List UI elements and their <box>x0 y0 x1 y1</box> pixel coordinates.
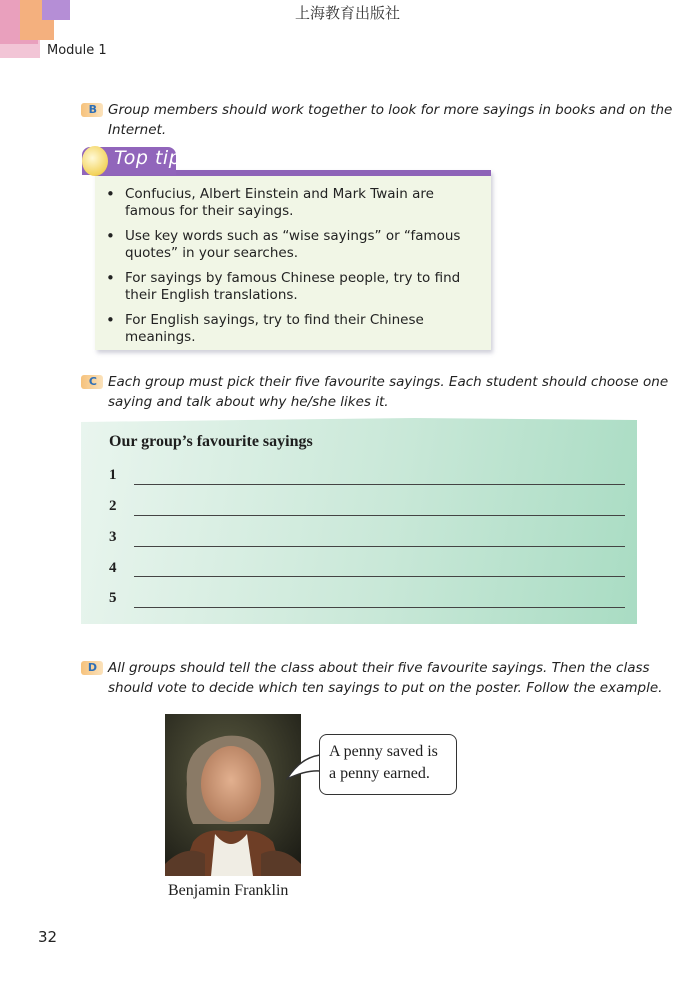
instruction-line: Group members should work together to look for more sayings in books and on the <box>108 102 673 118</box>
instruction-line: Internet. <box>108 122 167 138</box>
portrait-illustration <box>165 714 301 876</box>
top-tip-title: Top tip <box>114 147 182 169</box>
saying-answer-line[interactable] <box>134 515 625 516</box>
bubble-line: a penny earned. <box>329 765 430 782</box>
saying-answer-line[interactable] <box>134 484 625 485</box>
section-d-instruction <box>108 658 662 698</box>
tip-item: • Use key words such as “wise sayings” or “famous quotes” in your searches. <box>106 228 476 262</box>
module-label: Module 1 <box>47 43 107 58</box>
bubble-line: A penny saved is <box>329 743 438 760</box>
benjamin-franklin-portrait <box>165 714 301 876</box>
tip-item: • For English sayings, try to find their Chinese meanings. <box>106 312 476 346</box>
tip-item: • For sayings by famous Chinese people, try to find their English translations. <box>106 270 476 304</box>
instruction-line: should vote to decide which ten sayings to put on the poster. Follow the example. <box>108 680 663 696</box>
saying-number: 2 <box>109 498 117 514</box>
instruction-line: saying and talk about why he/she likes it. <box>108 394 389 410</box>
section-b-tag: B <box>81 103 103 117</box>
section-c-instruction <box>108 372 668 412</box>
section-b-instruction <box>108 100 672 140</box>
tip-item: • Confucius, Albert Einstein and Mark Twain are famous for their sayings. <box>106 186 476 220</box>
speech-bubble <box>319 734 457 795</box>
saying-number: 5 <box>109 590 117 606</box>
saying-answer-line[interactable] <box>134 546 625 547</box>
portrait-caption: Benjamin Franklin <box>168 882 289 899</box>
card-title: Our group’s favourite sayings <box>109 433 313 450</box>
section-c-tag: C <box>81 375 103 389</box>
section-d-tag: D <box>81 661 103 675</box>
top-tip-list <box>106 186 476 354</box>
lightbulb-icon <box>82 146 108 176</box>
saying-answer-line[interactable] <box>134 607 625 608</box>
speech-bubble-tail <box>286 752 322 782</box>
saying-number: 4 <box>109 560 117 576</box>
instruction-line: Each group must pick their five favourite sayings. Each student should choose one <box>108 374 669 390</box>
saying-number: 3 <box>109 529 117 545</box>
saying-number: 1 <box>109 467 117 483</box>
publisher-name: 上海教育出版社 <box>294 4 400 22</box>
saying-answer-line[interactable] <box>134 576 625 577</box>
page-number: 32 <box>38 928 58 946</box>
instruction-line: All groups should tell the class about their five favourite sayings. Then the class <box>108 660 650 676</box>
